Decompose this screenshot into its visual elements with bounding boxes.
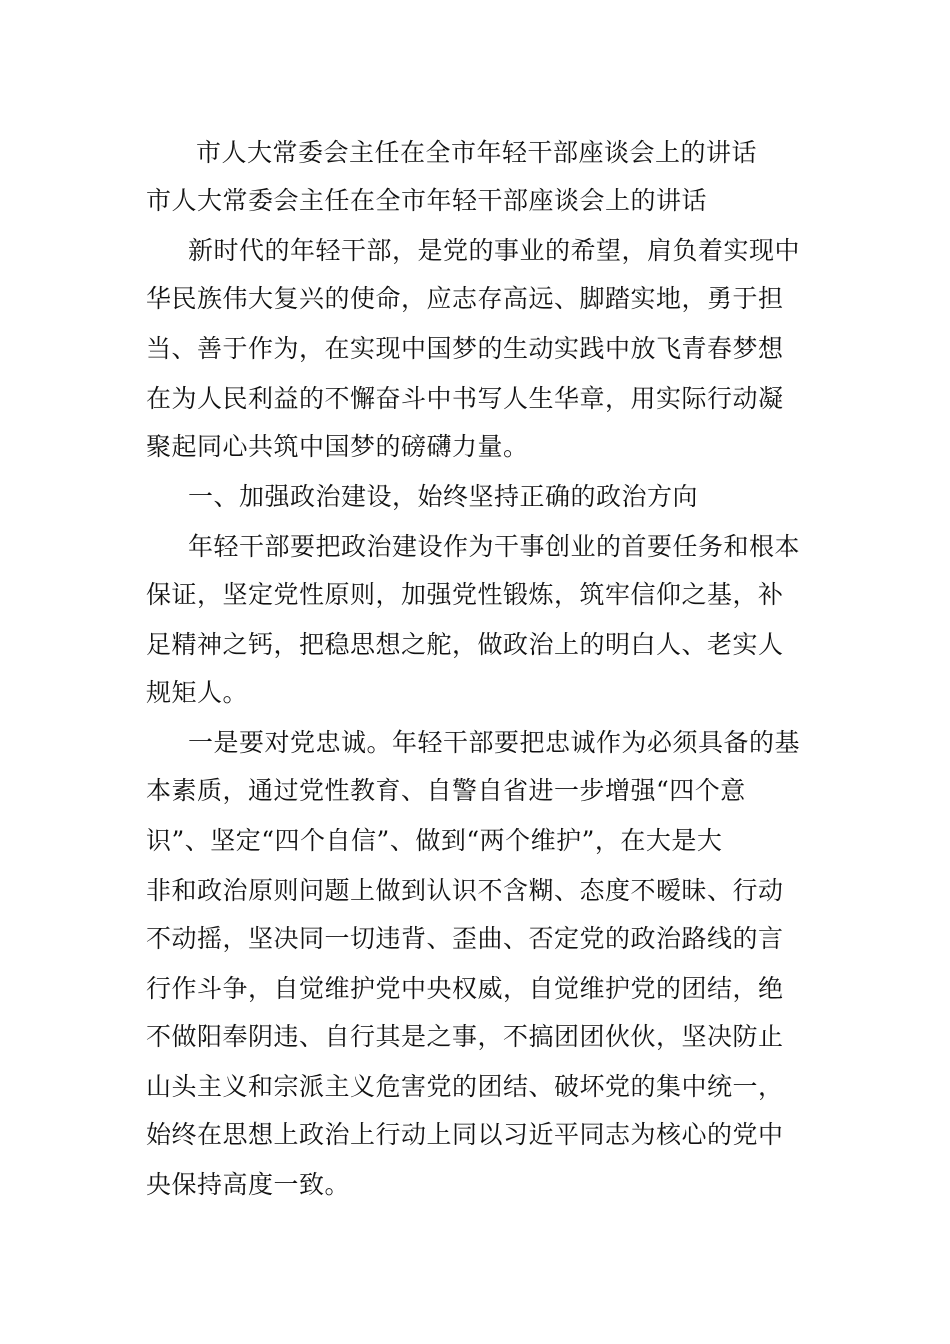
page-subtitle: 市人大常委会主任在全市年轻干部座谈会上的讲话 xyxy=(146,186,708,215)
page-title: 市人大常委会主任在全市年轻干部座谈会上的讲话 xyxy=(196,138,758,167)
paragraph-line: 年轻干部要把政治建设作为干事创业的首要任务和根本 xyxy=(188,532,801,561)
paragraph-line: 不动摇，坚决同一切违背、歪曲、否定党的政治路线的言 xyxy=(146,924,784,953)
paragraph-line: 聚起同心共筑中国梦的磅礴力量。 xyxy=(146,432,529,461)
paragraph-line: 始终在思想上政治上行动上同以习近平同志为核心的党中 xyxy=(146,1120,784,1149)
paragraph-line: 识”、坚定“四个自信”、做到“两个维护”，在大是大 xyxy=(146,826,723,855)
paragraph-line: 行作斗争，自觉维护党中央权威，自觉维护党的团结，绝 xyxy=(146,974,784,1003)
paragraph-line: 当、善于作为，在实现中国梦的生动实践中放飞青春梦想 xyxy=(146,334,784,363)
paragraph-line: 足精神之钙，把稳思想之舵，做政治上的明白人、老实人 xyxy=(146,630,784,659)
paragraph-line: 保证，坚定党性原则，加强党性锻炼，筑牢信仰之基，补 xyxy=(146,580,784,609)
paragraph-line: 本素质，通过党性教育、自警自省进一步增强“四个意 xyxy=(146,776,746,805)
paragraph-line: 新时代的年轻干部，是党的事业的希望，肩负着实现中 xyxy=(188,236,801,265)
paragraph-line: 规矩人。 xyxy=(146,678,249,707)
paragraph-line: 不做阳奉阴违、自行其是之事，不搞团团伙伙，坚决防止 xyxy=(146,1022,784,1051)
section-heading: 一、加强政治建设，始终坚持正确的政治方向 xyxy=(188,482,699,511)
paragraph-line: 非和政治原则问题上做到认识不含糊、态度不暧昧、行动 xyxy=(146,876,784,905)
paragraph-line: 央保持高度一致。 xyxy=(146,1170,351,1199)
paragraph-line: 在为人民利益的不懈奋斗中书写人生华章，用实际行动凝 xyxy=(146,384,784,413)
paragraph-line: 华民族伟大复兴的使命，应志存高远、脚踏实地，勇于担 xyxy=(146,284,784,313)
paragraph-line: 山头主义和宗派主义危害党的团结、破坏党的集中统一， xyxy=(146,1072,784,1101)
paragraph-line: 一是要对党忠诚。年轻干部要把忠诚作为必须具备的基 xyxy=(188,728,801,757)
